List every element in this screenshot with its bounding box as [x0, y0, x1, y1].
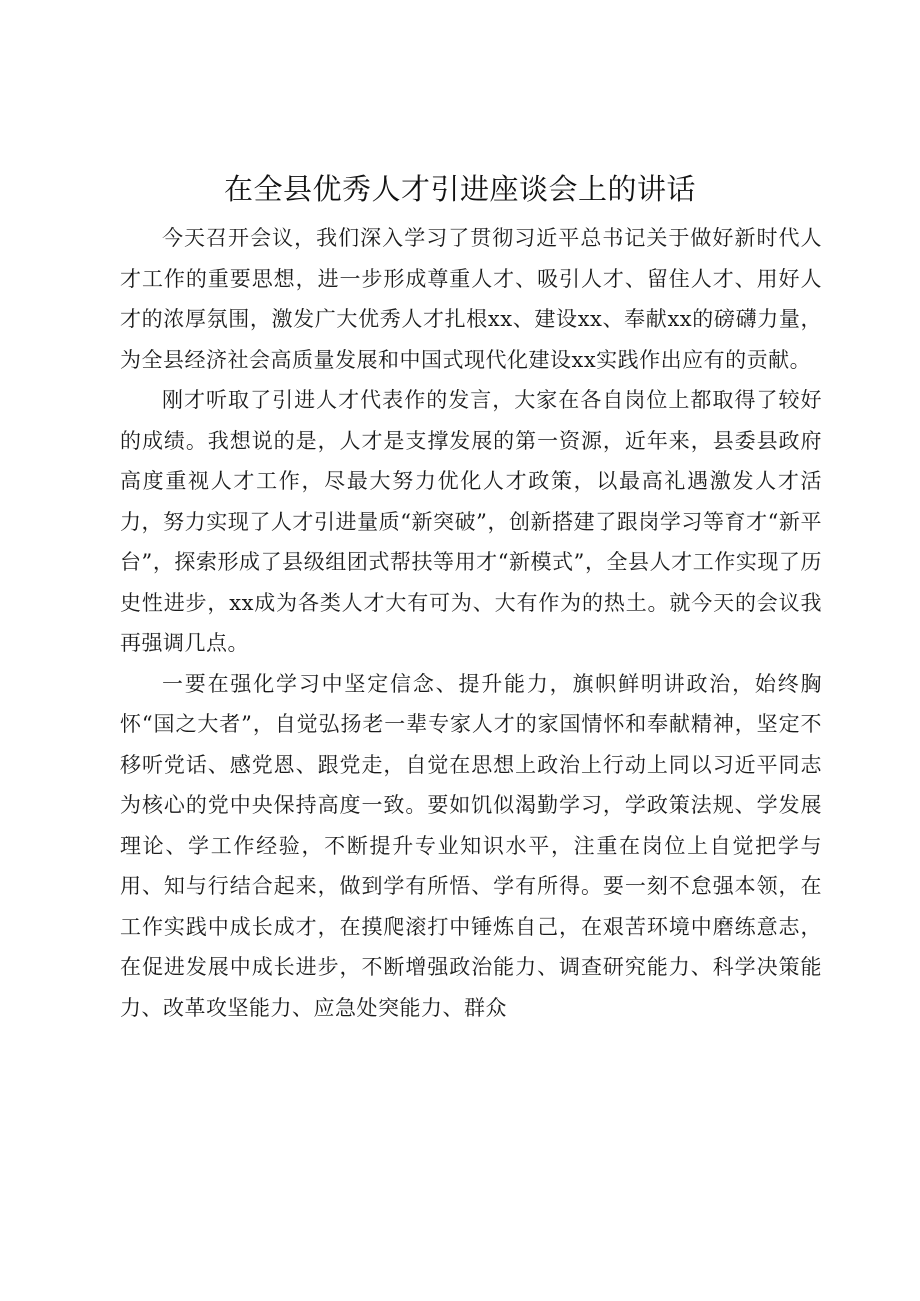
document-body: [120, 218, 822, 1028]
paragraph-opening: 今天召开会议，我们深入学习了贯彻习近平总书记关于做好新时代人才工作的重要思想，进一步形成尊重人才、吸引人才、留住人才、用好人才的浓厚氛围，激发广大优秀人才扎根xx、建设xx、奉献xx的磅礴力量，为全县经济社会高质量发展和中国式现代化建设xx实践作出应有的贡献。: [120, 226, 822, 372]
paragraph-achievements: 刚才听取了引进人才代表作的发言，大家在各自岗位上都取得了较好的成绩。我想说的是，人才是支撑发展的第一资源，近年来，县委县政府高度重视人才工作，尽最大努力优化人才政策，以最高礼遇激发人才活力，努力实现了人才引进量质“新突破”，创新搭建了跟岗学习等育才“新平台”，探索形成了县级组团式帮扶等用才“新模式”，全县人才工作实现了历史性进步，xx成为各类人才大有可为、大有作为的热土。就今天的会议我再强调几点。: [120, 388, 822, 655]
document-title: 在全县优秀人才引进座谈会上的讲话: [223, 172, 696, 206]
paragraph-first-requirement: 一要在强化学习中坚定信念、提升能力，旗帜鲜明讲政治，始终胸怀“国之大者”，自觉弘扬老一辈专家人才的家国情怀和奉献精神，坚定不移听党话、感党恩、跟党走，自觉在思想上政治上行动上同以习近平同志为核心的党中央保持高度一致。要如饥似渴勤学习，学政策法规、学发展理论、学工作经验，不断提升专业知识水平，注重在岗位上自觉把学与用、知与行结合起来，做到学有所悟、学有所得。要一刻不怠强本领，在工作实践中成长成才，在摸爬滚打中锤炼自己，在艰苦环境中磨练意志，在促进发展中成长进步，不断增强政治能力、调查研究能力、科学决策能力、改革攻坚能力、应急处突能力、群众: [120, 671, 822, 1020]
